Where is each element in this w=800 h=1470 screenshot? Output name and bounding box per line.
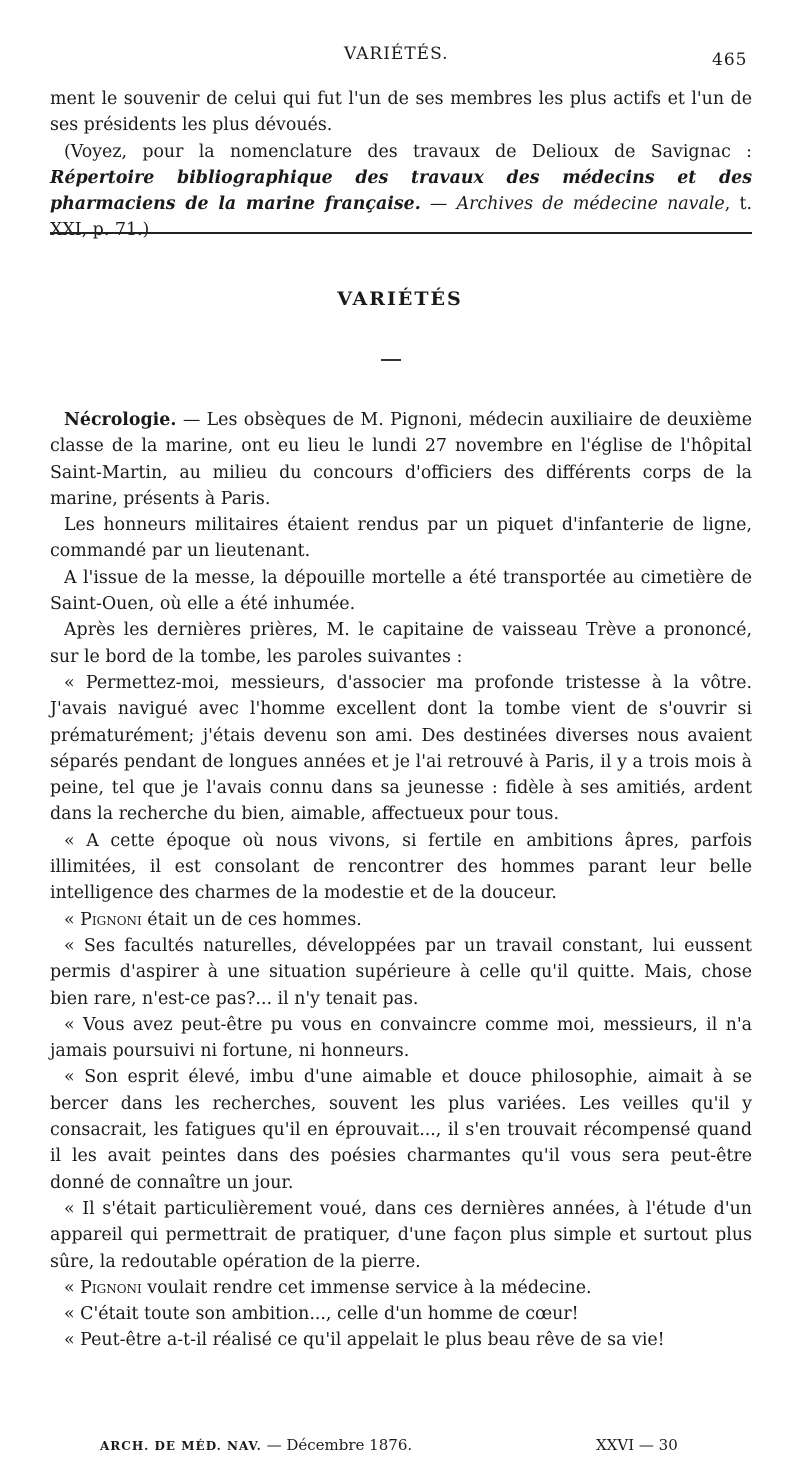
reference-prefix: (Voyez, pour la nomenclature des travaux de Delioux de Savignac : <box>64 141 752 162</box>
running-title: VARIÉTÉS. <box>344 44 449 64</box>
article-body <box>50 407 752 1354</box>
rubric-heading: Nécrologie. <box>64 410 177 430</box>
footer-journal <box>100 1436 412 1454</box>
paragraph: « Ses facultés naturelles, développées par un travail constant, lui eussent permis d'aspirer à une situation supérieure à celle qu'il quitte. Mais, chose bien rare, n'est-ce pas?... il n'y tenait pas. <box>50 935 752 1009</box>
paragraph: Les honneurs militaires étaient rendus par un piquet d'infanterie de ligne, commandé par un lieutenant. <box>50 515 752 562</box>
article-lead-paragraph <box>50 407 752 512</box>
paragraph: « Il s'était particulièrement voué, dans ces dernières années, à l'étude d'un appareil qui permettrait de pratiquer, d'une façon plus simple et surtout plus sûre, la redoutable opération de la pierre. <box>50 1198 752 1272</box>
running-head <box>0 44 800 70</box>
paragraph: « Peut-être a-t-il réalisé ce qu'il appelait le plus beau rêve de sa vie! <box>64 1330 665 1351</box>
continuation-block <box>50 86 752 244</box>
paragraph: « Son esprit élevé, imbu d'une aimable et douce philosophie, aimait à se bercer dans les recherches, souvent les plus variées. Les veilles qu'il y consacrait, les fatigues qu'il en éprouvait..., il s'en trouvait récompensé quand il les avait peintes dans des poésies charmantes qu'il vous sera peut-être donné de connaître un jour. <box>50 1067 752 1193</box>
continuation-text: ment le souvenir de celui qui fut l'un de ses membres les plus actifs et l'un de ses présidents les plus dévoués. <box>50 89 752 136</box>
reference-title: Répertoire bibliographique des travaux des médecins et des pharmaciens de la marine française. <box>50 167 752 215</box>
paragraph <box>50 1275 752 1301</box>
person-name: Pignoni <box>80 909 142 930</box>
footer-date: — Décembre 1876. <box>261 1436 413 1454</box>
reference-suffix: , t. XXI, p. 71.) <box>50 194 752 241</box>
section-dash <box>381 359 401 361</box>
article-lead: — Les obsèques de M. Pignoni, médecin auxiliaire de deuxième classe de la marine, ont eu lieu le lundi 27 novembre en l'église de l'hôpital Saint-Martin, au milieu du concours d'officiers des différents corps de la marine, présents à Paris. <box>50 410 752 509</box>
person-name: Pignoni <box>80 1277 142 1298</box>
quote-open: « <box>64 1277 81 1298</box>
reference-separator: — <box>420 194 457 215</box>
page-footer <box>0 1436 800 1460</box>
paragraph-text: voulait rendre cet immense service à la médecine. <box>141 1277 592 1298</box>
paragraph-text: était un de ces hommes. <box>141 909 362 930</box>
paragraph: A l'issue de la messe, la dépouille mortelle a été transportée au cimetière de Saint-Ouen, où elle a été inhumée. <box>50 567 752 615</box>
paragraph: « C'était toute son ambition..., celle d'un homme de cœur! <box>64 1304 579 1325</box>
page-number: 465 <box>712 50 748 70</box>
paragraph: « A cette époque où nous vivons, si fertile en ambitions âpres, parfois illimitées, il est consolant de rencontrer des hommes parant leur belle intelligence des charmes de la modestie et de la douceur. <box>50 830 752 904</box>
journal-abbreviation: ARCH. DE MÉD. NAV. <box>100 1439 262 1453</box>
section-title: VARIÉTÉS <box>337 288 463 310</box>
paragraph: « Vous avez peut-être pu vous en convaincre comme moi, messieurs, il n'a jamais poursuivi ni fortune, ni honneurs. <box>50 1014 752 1062</box>
paragraph: Après les dernières prières, M. le capitaine de vaisseau Trève a prononcé, sur le bord de la tombe, les paroles suivantes : <box>50 620 752 667</box>
paragraph: « Permettez-moi, messieurs, d'associer ma profonde tristesse à la vôtre. J'avais navigué avec l'homme excellent dont la tombe vient de s'ouvrir si prématurément; j'étais devenu son ami. Des destinées diverses nous avaient séparés pendant de longues années et je l'ai retrouvé à Paris, il y a trois mois à peine, tel que je l'avais connu dans sa jeunesse : fidèle à ses amitiés, ardent dans la recherche du bien, aimable, affectueux pour tous. <box>50 672 752 825</box>
signature-mark: XXVI — 30 <box>596 1436 678 1454</box>
paragraph <box>50 907 752 933</box>
reference-journal: Archives de médecine navale <box>456 194 725 215</box>
section-rule <box>50 232 752 234</box>
quote-open: « <box>64 909 81 930</box>
bibliographic-reference <box>50 139 752 244</box>
